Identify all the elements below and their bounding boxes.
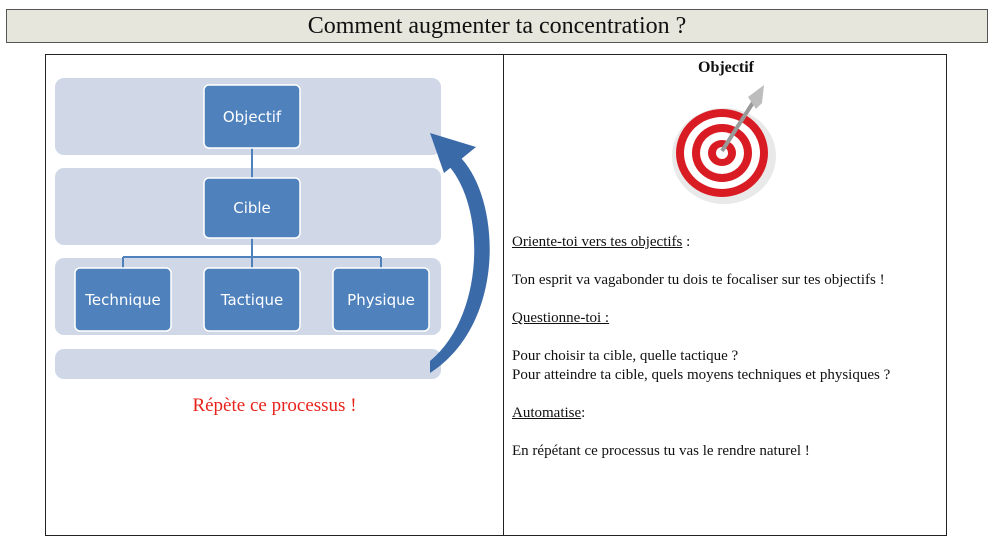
box-physique xyxy=(333,268,429,331)
box-technique-label: Technique xyxy=(85,291,161,309)
explanation-column xyxy=(504,55,948,535)
target-dart-icon xyxy=(664,81,788,211)
section-orientation-body: Ton esprit va vagabonder tu dois te focaliser sur tes objectifs ! xyxy=(512,272,885,288)
box-objectif-label: Objectif xyxy=(222,108,282,126)
repeat-caption: Répète ce processus ! xyxy=(192,395,357,416)
page-title: Comment augmenter ta concentration ? xyxy=(6,9,988,43)
section-question-line-1: Pour choisir ta cible, quelle tactique ? xyxy=(512,348,739,364)
box-technique xyxy=(75,268,171,331)
box-cible-label: Cible xyxy=(233,199,271,217)
band-level-4 xyxy=(55,349,441,379)
section-orientation-heading: Oriente-toi vers tes objectifs : xyxy=(512,234,691,250)
box-tactique xyxy=(204,268,300,331)
box-physique-label: Physique xyxy=(347,291,415,309)
content-table xyxy=(45,54,947,536)
section-automatise-heading: Automatise: xyxy=(512,405,586,421)
section-question-line-2: Pour atteindre ta cible, quels moyens techniques et physiques ? xyxy=(512,367,891,383)
explanation-text xyxy=(512,233,932,461)
box-tactique-label: Tactique xyxy=(220,291,284,309)
box-objectif xyxy=(204,85,300,148)
box-cible xyxy=(204,178,300,238)
section-question-heading: Questionne-toi : xyxy=(512,310,610,326)
section-automatise-body: En répétant ce processus tu vas le rendre naturel ! xyxy=(512,443,810,459)
panel-title: Objectif xyxy=(698,59,754,76)
repeat-arrow-icon xyxy=(430,133,490,373)
diagram-column xyxy=(46,55,503,535)
process-diagram xyxy=(46,55,503,385)
